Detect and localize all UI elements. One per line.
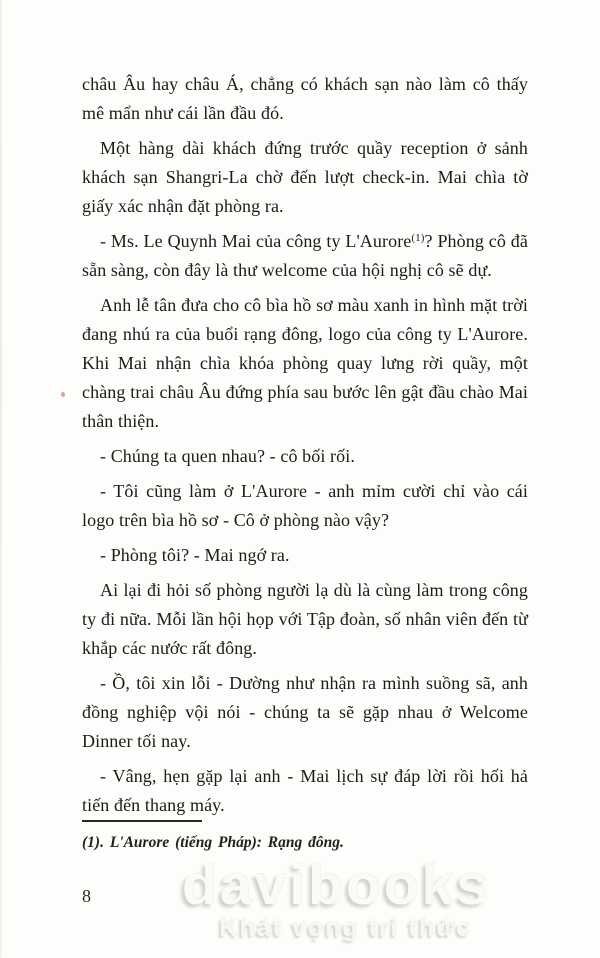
page-scan-edge xyxy=(0,0,2,958)
watermark-tagline: Khát vọng tri thức xyxy=(219,914,472,942)
footnote-text: (1). L'Aurore (tiếng Pháp): Rạng đông. xyxy=(82,834,344,851)
body-paragraph: - Vâng, hẹn gặp lại anh - Mai lịch sự đáp lời rồi hối hả tiến đến thang máy. xyxy=(82,766,528,815)
body-paragraph: Ai lại đi hỏi số phòng người lạ dù là cùng làm trong công ty đi nữa. Mỗi lần hội họp với Tập đoàn, số nhân viên đến từ khắp các nước rất đông. xyxy=(82,580,528,658)
footnote-divider xyxy=(82,820,202,822)
body-text-block xyxy=(82,70,528,826)
watermark-brand: davibooks xyxy=(182,853,491,917)
paragraph-text-after-ref: ? Phòng cô đã sẵn sàng, còn đây là thư welcome của hội nghị cô sẽ dự. xyxy=(82,231,528,280)
body-paragraph: - Phòng tôi? - Mai ngớ ra. xyxy=(100,545,290,565)
body-paragraph: Anh lễ tân đưa cho cô bìa hồ sơ màu xanh in hình mặt trời đang nhú ra của buổi rạng đông, logo của công ty L'Aurore. Khi Mai nhận chìa khóa phòng quay lưng rời quầy, một chàng trai châu Âu đứng phía sau bước lên gật đầu chào Mai thân thiện. xyxy=(82,295,528,431)
page-number: 8 xyxy=(82,886,91,906)
body-paragraph: - Ồ, tôi xin lỗi - Dường như nhận ra mình suồng sã, anh đồng nghiệp vội nói - chúng ta sẽ gặp nhau ở Welcome Dinner tối nay. xyxy=(82,673,528,751)
body-paragraph: - Chúng ta quen nhau? - cô bối rối. xyxy=(100,446,355,466)
footnote xyxy=(82,820,528,854)
body-paragraph: Một hàng dài khách đứng trước quầy reception ở sảnh khách sạn Shangri-La chờ đến lượt check-in. Mai chìa tờ giấy xác nhận đặt phòng ra. xyxy=(82,138,528,216)
body-paragraph: - Tôi cũng làm ở L'Aurore - anh mỉm cười chỉ vào cái logo trên bìa hồ sơ - Cô ở phòng nào vậy? xyxy=(82,481,528,530)
footnote-reference-marker: (1) xyxy=(411,232,425,244)
body-paragraph: châu Âu hay châu Á, chẳng có khách sạn nào làm cô thấy mê mẩn như cái lần đầu đó. xyxy=(82,74,528,123)
paragraph-text-before-ref: - Ms. Le Quynh Mai của công ty L'Aurore xyxy=(100,231,412,251)
publisher-watermark xyxy=(182,852,491,943)
body-paragraph-with-footnote-ref xyxy=(82,227,528,285)
scan-artifact-dot xyxy=(61,392,65,397)
